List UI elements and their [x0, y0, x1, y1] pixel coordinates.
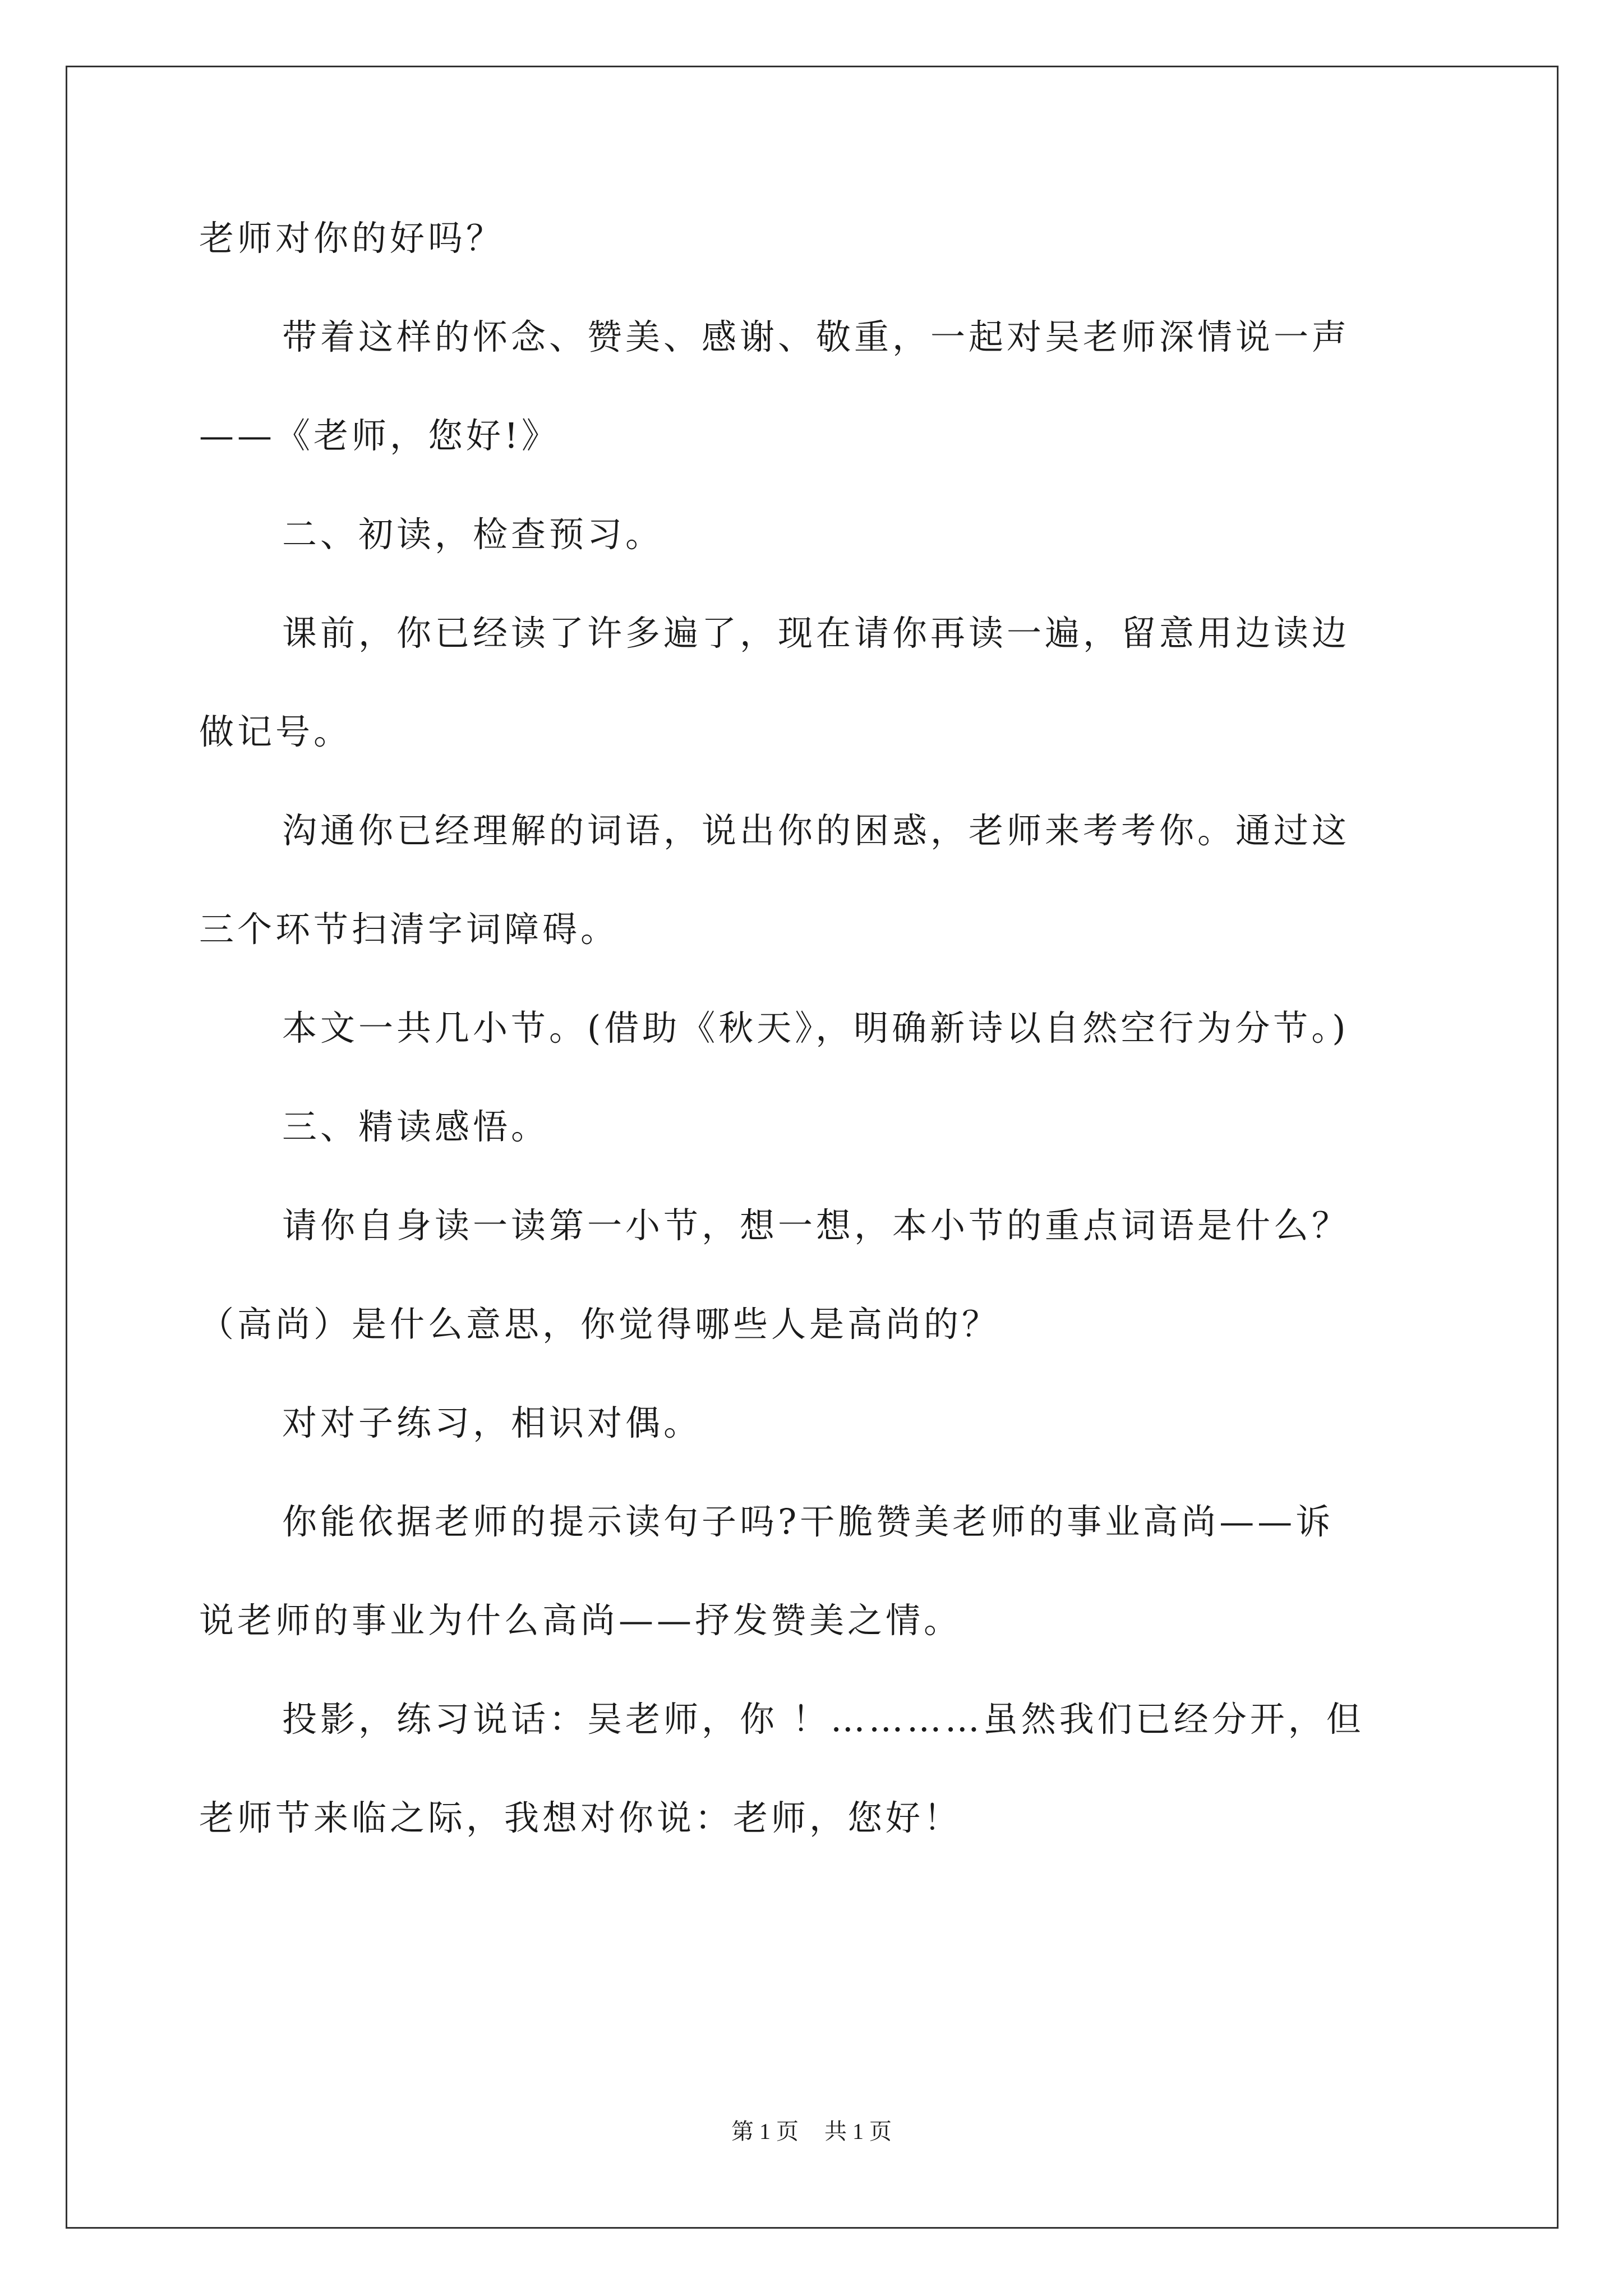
text-line: （高尚）是什么意思，你觉得哪些人是高尚的？ [199, 1304, 1000, 1345]
text-line: 三、精读感悟。 [282, 1106, 550, 1147]
text-line: 老师节来临之际，我想对你说：老师，您好！ [199, 1797, 962, 1838]
text-line: 三个环节扫清字词障碍。 [199, 909, 619, 950]
text-line: 本文一共几小节。(借助《秋天》，明确新诗以自然空行为分节。) [282, 1007, 1349, 1048]
text-line: 沟通你已经理解的词语，说出你的困惑，老师来考考你。通过这 [282, 810, 1350, 851]
page-number: 第 1 页 [731, 2119, 799, 2144]
text-line: 说老师的事业为什么高尚——抒发赞美之情。 [199, 1600, 962, 1641]
text-line: 对对子练习，相识对偶。 [282, 1402, 702, 1443]
page-footer [0, 2115, 1623, 2148]
text-line: 课前，你已经读了许多遍了，现在请你再读一遍，留意用边读边 [282, 613, 1350, 654]
text-line: 做记号。 [199, 711, 352, 752]
text-line: 二、初读，检查预习。 [282, 514, 664, 555]
text-line: 请你自身读一读第一小节，想一想，本小节的重点词语是什么？ [282, 1205, 1350, 1246]
text-line: 你能依据老师的提示读句子吗?干脆赞美老师的事业高尚——诉 [282, 1501, 1334, 1542]
text-line: 投影，练习说话：吴老师，你 ！…………虽然我们已经分开，但 [282, 1699, 1364, 1740]
page-count: 共 1 页 [824, 2119, 892, 2144]
text-line: ——《老师，您好!》 [199, 415, 560, 456]
text-line: 老师对你的好吗？ [199, 218, 505, 259]
text-line: 带着这样的怀念、赞美、感谢、敬重，一起对吴老师深情说一声 [282, 316, 1350, 357]
